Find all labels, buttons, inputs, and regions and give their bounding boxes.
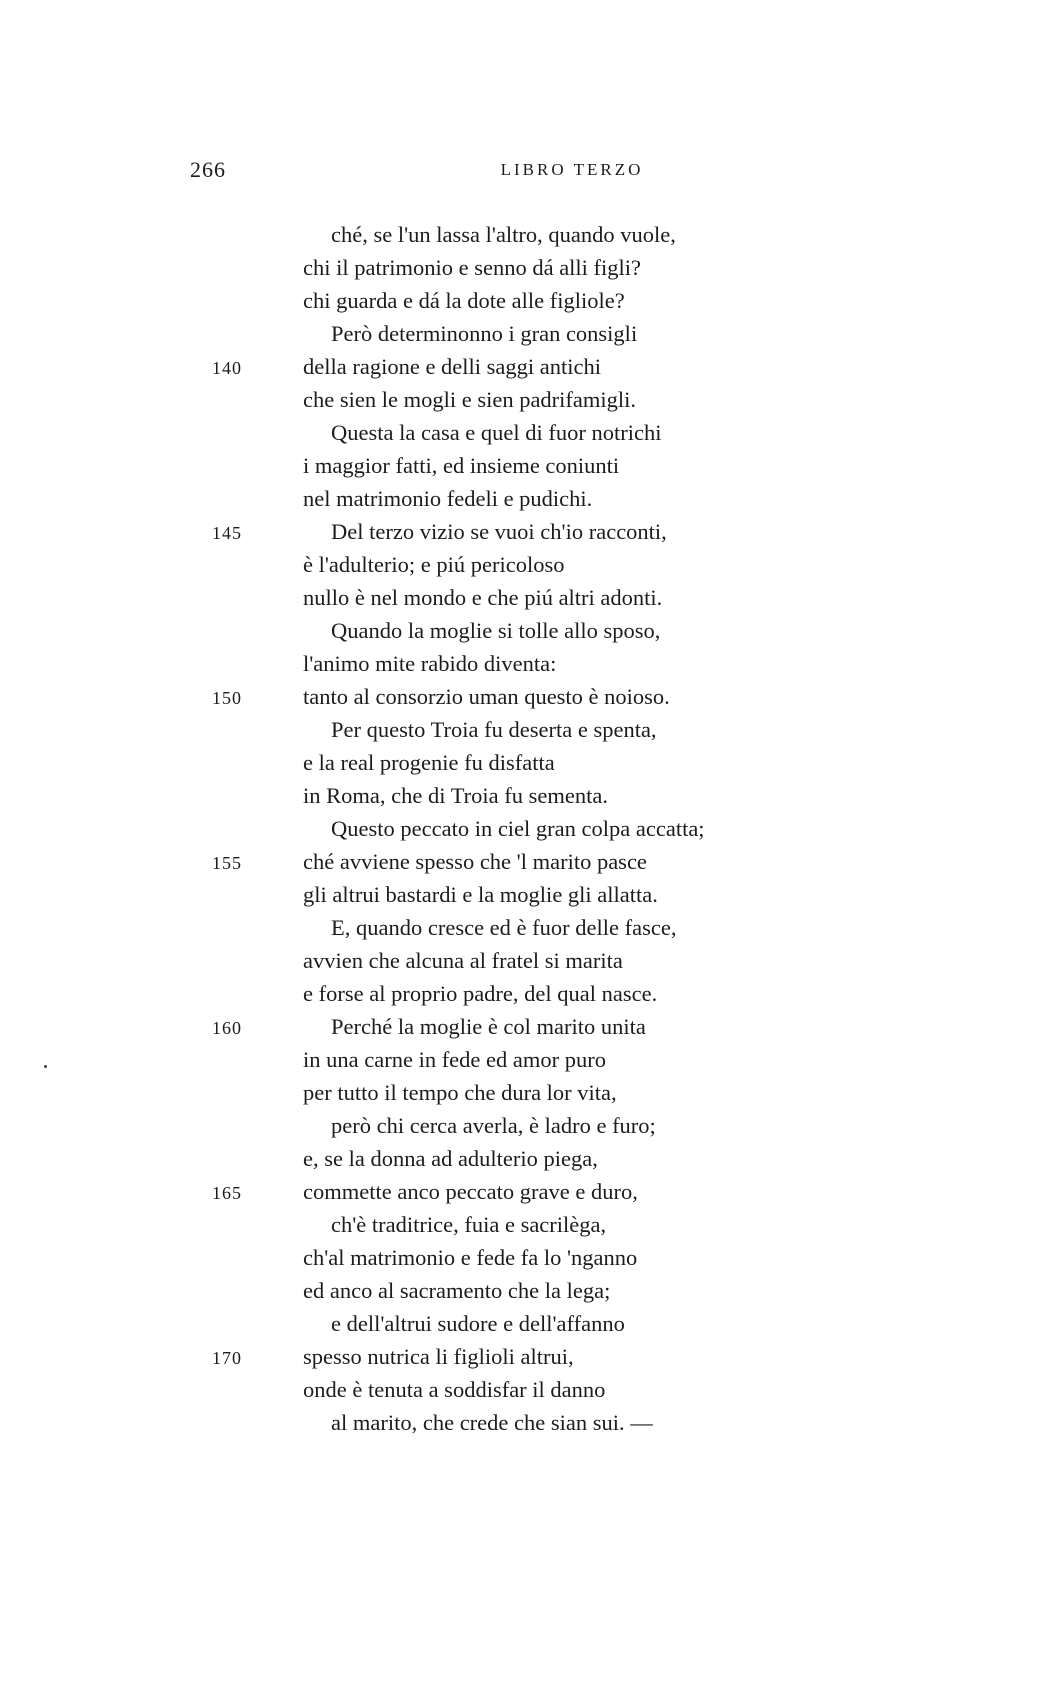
verse-text: in una carne in fede ed amor puro — [303, 1047, 606, 1072]
verse-text: Questo peccato in ciel gran colpa accatta; — [331, 816, 705, 841]
verse-text: ché, se l'un lassa l'altro, quando vuole, — [331, 222, 676, 247]
verse-line — [0, 977, 1044, 1010]
verse-line — [0, 779, 1044, 812]
verse-text: e forse al proprio padre, del qual nasce. — [303, 981, 658, 1006]
verse-text: ch'è traditrice, fuia e sacrilèga, — [331, 1212, 607, 1237]
verse-line — [0, 746, 1044, 779]
verse-text: nel matrimonio fedeli e pudichi. — [303, 486, 593, 511]
verse-line — [0, 548, 1044, 581]
verse-line — [0, 647, 1044, 680]
verse-text: in Roma, che di Troia fu sementa. — [303, 783, 608, 808]
verse-text: chi guarda e dá la dote alle figliole? — [303, 288, 625, 313]
verse-text: ché avviene spesso che 'l marito pasce — [303, 849, 647, 874]
verse-line — [0, 944, 1044, 977]
line-number: 145 — [212, 523, 242, 543]
line-number: 155 — [212, 853, 242, 873]
verse-text: onde è tenuta a soddisfar il danno — [303, 1377, 606, 1402]
verse-text: ch'al matrimonio e fede fa lo 'nganno — [303, 1245, 638, 1270]
line-number: 160 — [212, 1018, 242, 1038]
verse-line — [0, 515, 1044, 548]
verse-text: e la real progenie fu disfatta — [303, 750, 555, 775]
verse-line — [0, 1307, 1044, 1340]
verse-text: è l'adulterio; e piú pericoloso — [303, 552, 565, 577]
verse-line — [0, 284, 1044, 317]
verse-line — [0, 1109, 1044, 1142]
verse-text: Del terzo vizio se vuoi ch'io racconti, — [331, 519, 667, 544]
verse-text: Però determinonno i gran consigli — [331, 321, 638, 346]
line-number: 170 — [212, 1348, 242, 1368]
verse-line — [0, 581, 1044, 614]
verse-line — [0, 1142, 1044, 1175]
line-number: 140 — [212, 358, 242, 378]
verse-line — [0, 482, 1044, 515]
verse-line — [0, 614, 1044, 647]
verse-line — [0, 1406, 1044, 1439]
verse-text: l'animo mite rabido diventa: — [303, 651, 557, 676]
verse-line — [0, 1241, 1044, 1274]
poem-body — [0, 218, 1044, 1439]
verse-line — [0, 878, 1044, 911]
verse-line — [0, 812, 1044, 845]
verse-text: Questa la casa e quel di fuor notrichi — [331, 420, 662, 445]
verse-line — [0, 416, 1044, 449]
verse-text: avvien che alcuna al fratel si marita — [303, 948, 623, 973]
verse-line — [0, 1076, 1044, 1109]
verse-text: spesso nutrica li figlioli altrui, — [303, 1344, 574, 1369]
verse-text: Quando la moglie si tolle allo sposo, — [331, 618, 661, 643]
verse-line — [0, 1043, 1044, 1076]
verse-line — [0, 845, 1044, 878]
verse-text: però chi cerca averla, è ladro e furo; — [331, 1113, 656, 1138]
verse-line — [0, 350, 1044, 383]
verse-text: tanto al consorzio uman questo è noioso. — [303, 684, 670, 709]
page-number: 266 — [190, 157, 226, 182]
verse-line — [0, 1010, 1044, 1043]
verse-text: E, quando cresce ed è fuor delle fasce, — [331, 915, 677, 940]
verse-line — [0, 1373, 1044, 1406]
verse-text: della ragione e delli saggi antichi — [303, 354, 602, 379]
verse-line — [0, 713, 1044, 746]
verse-line — [0, 1208, 1044, 1241]
line-number: 150 — [212, 688, 242, 708]
verse-text: al marito, che crede che sian sui. — — [331, 1410, 653, 1435]
verse-line — [0, 1274, 1044, 1307]
verse-line — [0, 251, 1044, 284]
verse-text: nullo è nel mondo e che piú altri adonti. — [303, 585, 663, 610]
verse-text: commette anco peccato grave e duro, — [303, 1179, 638, 1204]
verse-text: gli altrui bastardi e la moglie gli allatta. — [303, 882, 658, 907]
verse-line — [0, 1175, 1044, 1208]
verse-line — [0, 911, 1044, 944]
verse-line — [0, 383, 1044, 416]
verse-text: ed anco al sacramento che la lega; — [303, 1278, 611, 1303]
verse-line — [0, 317, 1044, 350]
verse-text: per tutto il tempo che dura lor vita, — [303, 1080, 617, 1105]
verse-text: Per questo Troia fu deserta e spenta, — [331, 717, 657, 742]
running-title: LIBRO TERZO — [500, 160, 644, 179]
verse-line — [0, 449, 1044, 482]
verse-line — [0, 218, 1044, 251]
verse-text: Perché la moglie è col marito unita — [331, 1014, 646, 1039]
verse-text: che sien le mogli e sien padrifamigli. — [303, 387, 637, 412]
verse-text: i maggior fatti, ed insieme coniunti — [303, 453, 620, 478]
verse-text: e dell'altrui sudore e dell'affanno — [331, 1311, 625, 1336]
verse-line — [0, 680, 1044, 713]
line-number: 165 — [212, 1183, 242, 1203]
verse-line — [0, 1340, 1044, 1373]
verse-text: e, se la donna ad adulterio piega, — [303, 1146, 598, 1171]
verse-text: chi il patrimonio e senno dá alli figli? — [303, 255, 642, 280]
